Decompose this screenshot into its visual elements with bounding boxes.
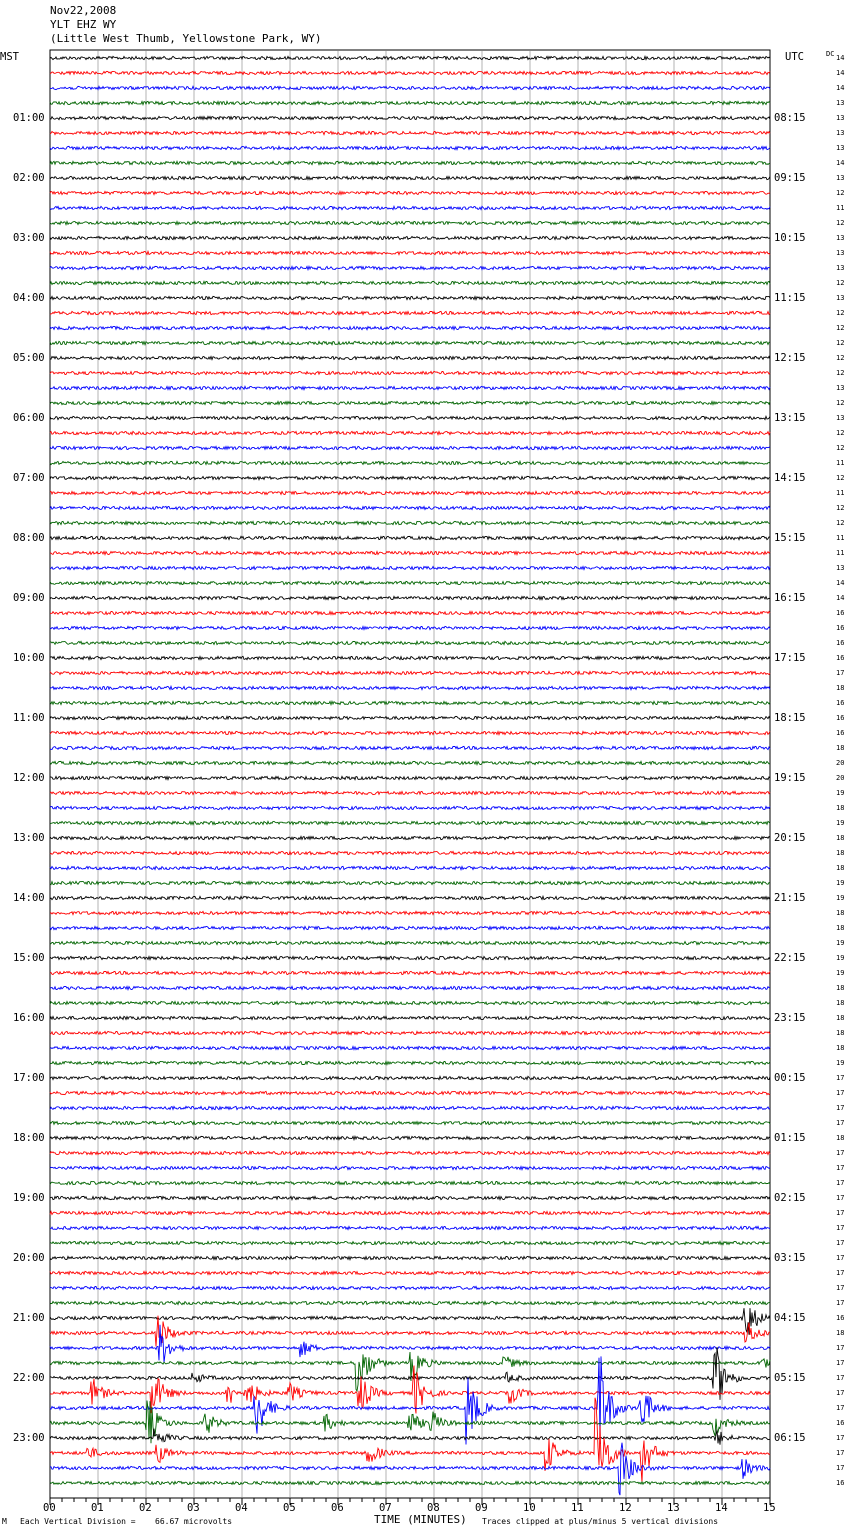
hour-label-right: 03:15 — [774, 1252, 806, 1264]
dc-offset-label: 13 — [836, 144, 845, 152]
dc-offset-label: 13 — [836, 174, 845, 182]
dc-offset-label: 12 — [836, 504, 845, 512]
hour-label-left: 19:00 — [13, 1192, 45, 1204]
dc-offset-label: 17 — [836, 1269, 845, 1277]
trace-row — [50, 1443, 770, 1495]
trace-row — [50, 941, 770, 944]
hour-label-left: 18:00 — [13, 1132, 45, 1144]
x-tick-label: 15 — [763, 1502, 776, 1514]
trace-row — [50, 341, 770, 344]
trace-row — [50, 791, 770, 794]
trace-row — [50, 761, 770, 764]
trace-row — [50, 1366, 770, 1414]
dc-offset-label: 17 — [836, 1254, 845, 1262]
trace-row — [50, 281, 770, 284]
trace-row — [50, 1001, 770, 1004]
trace-row — [50, 551, 770, 554]
trace-row — [50, 836, 770, 839]
trace-row — [50, 266, 770, 269]
dc-offset-label: 12 — [836, 519, 845, 527]
dc-title: DC — [826, 50, 835, 58]
trace-row — [50, 311, 770, 314]
x-tick-label: 07 — [379, 1502, 392, 1514]
trace-row — [50, 386, 770, 389]
dc-offset-label: 16 — [836, 639, 845, 647]
trace-row — [50, 821, 770, 824]
dc-offset-label: 17 — [836, 1389, 845, 1397]
scale-text: Each Vertical Division = — [20, 1517, 136, 1526]
trace-row — [50, 596, 770, 599]
trace-row — [50, 251, 770, 254]
dc-offset-label: 18 — [836, 804, 845, 812]
dc-offset-label: 17 — [836, 1119, 845, 1127]
dc-offset-label: 17 — [836, 1209, 845, 1217]
station-label: YLT EHZ WY — [50, 18, 117, 31]
dc-offset-label: 18 — [836, 864, 845, 872]
dc-offset-label: 18 — [836, 849, 845, 857]
trace-row — [50, 146, 770, 149]
dc-offset-label: 14 — [836, 84, 845, 92]
hour-label-left: 20:00 — [13, 1252, 45, 1264]
x-tick-label: 02 — [139, 1502, 152, 1514]
dc-offset-label: 16 — [836, 1479, 845, 1487]
dc-offset-label: 19 — [836, 894, 845, 902]
dc-offset-label: 18 — [836, 684, 845, 692]
dc-offset-label: 16 — [836, 729, 845, 737]
dc-offset-label: 14 — [836, 594, 845, 602]
trace-row — [50, 656, 770, 659]
dc-offset-label: 18 — [836, 984, 845, 992]
dc-offset-label: 17 — [836, 1239, 845, 1247]
dc-offset-label: 18 — [836, 1134, 845, 1142]
x-tick-label: 08 — [427, 1502, 440, 1514]
trace-row — [50, 1226, 770, 1229]
trace-row — [50, 326, 770, 329]
x-tick-label: 05 — [283, 1502, 296, 1514]
hour-label-left: 14:00 — [13, 892, 45, 904]
trace-row — [50, 1241, 770, 1244]
dc-offset-label: 12 — [836, 354, 845, 362]
hour-label-left: 08:00 — [13, 532, 45, 544]
trace-row — [50, 1271, 770, 1274]
hour-label-left: 05:00 — [13, 352, 45, 364]
trace-row — [50, 746, 770, 749]
x-tick-label: 11 — [571, 1502, 584, 1514]
trace-row — [50, 611, 770, 614]
hour-label-left: 17:00 — [13, 1072, 45, 1084]
dc-offset-label: 17 — [836, 1164, 845, 1172]
trace-row — [50, 641, 770, 644]
trace-row — [50, 401, 770, 404]
dc-offset-label: 17 — [836, 1374, 845, 1382]
trace-row — [50, 221, 770, 224]
x-tick-label: 00 — [43, 1502, 56, 1514]
hour-label-left: 02:00 — [13, 172, 45, 184]
dc-offset-label: 12 — [836, 324, 845, 332]
hour-label-right: 11:15 — [774, 292, 806, 304]
dc-offset-label: 12 — [836, 219, 845, 227]
dc-offset-label: 11 — [836, 549, 845, 557]
trace-row — [50, 566, 770, 569]
dc-offset-label: 16 — [836, 654, 845, 662]
dc-offset-label: 12 — [836, 369, 845, 377]
dc-offset-label: 16 — [836, 609, 845, 617]
trace-row — [50, 881, 770, 884]
trace-row — [50, 491, 770, 494]
hour-label-left: 01:00 — [13, 112, 45, 124]
hour-label-left: 07:00 — [13, 472, 45, 484]
trace-row — [50, 101, 770, 104]
trace-row — [50, 686, 770, 689]
trace-row — [50, 56, 770, 59]
dc-offset-label: 18 — [836, 834, 845, 842]
dc-offset-label: 17 — [836, 1359, 845, 1367]
dc-offset-label: 17 — [836, 1464, 845, 1472]
dc-offset-label: 13 — [836, 564, 845, 572]
hour-label-right: 16:15 — [774, 592, 806, 604]
trace-row — [50, 371, 770, 374]
dc-offset-label: 17 — [836, 1149, 845, 1157]
dc-offset-label: 13 — [836, 264, 845, 272]
x-tick-label: 09 — [475, 1502, 488, 1514]
dc-offset-label: 17 — [836, 669, 845, 677]
left-axis-title: MST — [0, 51, 19, 63]
hour-label-right: 02:15 — [774, 1192, 806, 1204]
dc-offset-label: 17 — [836, 1344, 845, 1352]
trace-row — [50, 806, 770, 809]
hour-label-left: 15:00 — [13, 952, 45, 964]
hour-label-left: 21:00 — [13, 1312, 45, 1324]
trace-row — [50, 296, 770, 299]
trace-row — [50, 356, 770, 359]
trace-row — [50, 191, 770, 194]
trace-row — [50, 236, 770, 239]
dc-offset-label: 12 — [836, 309, 845, 317]
trace-row — [50, 896, 770, 899]
hour-label-left: 10:00 — [13, 652, 45, 664]
hour-label-right: 08:15 — [774, 112, 806, 124]
dc-offset-label: 16 — [836, 714, 845, 722]
dc-offset-label: 17 — [836, 1299, 845, 1307]
trace-row — [50, 701, 770, 704]
x-tick-label: 14 — [715, 1502, 728, 1514]
dc-offset-label: 13 — [836, 414, 845, 422]
hour-label-right: 12:15 — [774, 352, 806, 364]
trace-row — [50, 776, 770, 779]
trace-row — [50, 1076, 770, 1079]
dc-offset-label: 11 — [836, 489, 845, 497]
dc-offset-label: 17 — [836, 1104, 845, 1112]
trace-row — [50, 1196, 770, 1199]
dc-offset-label: 11 — [836, 204, 845, 212]
dc-offset-label: 20 — [836, 759, 845, 767]
corner-mark: M — [2, 1517, 7, 1526]
date-label: Nov22,2008 — [50, 4, 117, 17]
hour-label-right: 01:15 — [774, 1132, 806, 1144]
hour-label-right: 05:15 — [774, 1372, 806, 1384]
dc-offset-label: 17 — [836, 1224, 845, 1232]
dc-offset-label: 19 — [836, 969, 845, 977]
dc-offset-label: 19 — [836, 1059, 845, 1067]
trace-row — [50, 431, 770, 434]
hour-label-left: 03:00 — [13, 232, 45, 244]
dc-offset-label: 17 — [836, 1194, 845, 1202]
dc-offset-label: 19 — [836, 954, 845, 962]
trace-row — [50, 986, 770, 989]
trace-row — [50, 1121, 770, 1124]
dc-offset-label: 14 — [836, 159, 845, 167]
hour-label-left: 04:00 — [13, 292, 45, 304]
trace-row — [50, 1046, 770, 1049]
hour-label-right: 20:15 — [774, 832, 806, 844]
trace-row — [50, 716, 770, 719]
trace-row — [50, 1256, 770, 1259]
dc-offset-label: 18 — [836, 999, 845, 1007]
hour-label-left: 11:00 — [13, 712, 45, 724]
dc-offset-label: 12 — [836, 429, 845, 437]
x-tick-label: 10 — [523, 1502, 536, 1514]
dc-offset-label: 14 — [836, 579, 845, 587]
hour-label-left: 06:00 — [13, 412, 45, 424]
hour-label-right: 23:15 — [774, 1012, 806, 1024]
hour-label-right: 13:15 — [774, 412, 806, 424]
dc-offset-label: 14 — [836, 54, 845, 62]
dc-offset-label: 18 — [836, 744, 845, 752]
trace-row — [50, 1211, 770, 1214]
right-axis-title: UTC — [785, 51, 804, 63]
dc-offset-label: 18 — [836, 1329, 845, 1337]
hour-label-right: 18:15 — [774, 712, 806, 724]
hour-label-right: 22:15 — [774, 952, 806, 964]
dc-offset-label: 13 — [836, 249, 845, 257]
x-tick-label: 13 — [667, 1502, 680, 1514]
trace-row — [50, 506, 770, 509]
trace-row — [50, 911, 770, 914]
dc-offset-label: 17 — [836, 1434, 845, 1442]
dc-offset-label: 16 — [836, 624, 845, 632]
dc-offset-label: 11 — [836, 459, 845, 467]
dc-offset-label: 17 — [836, 1179, 845, 1187]
dc-offset-label: 16 — [836, 1314, 845, 1322]
trace-row — [50, 671, 770, 674]
dc-offset-label: 16 — [836, 699, 845, 707]
trace-row — [50, 971, 770, 974]
dc-offset-label: 13 — [836, 114, 845, 122]
trace-row — [50, 416, 770, 419]
dc-offset-label: 13 — [836, 384, 845, 392]
trace-row — [50, 116, 770, 119]
trace-row — [50, 1166, 770, 1169]
dc-offset-label: 13 — [836, 294, 845, 302]
dc-offset-label: 13 — [836, 99, 845, 107]
hour-label-left: 13:00 — [13, 832, 45, 844]
trace-row — [50, 1151, 770, 1154]
trace-row — [50, 71, 770, 74]
hour-label-right: 06:15 — [774, 1432, 806, 1444]
trace-row — [50, 581, 770, 584]
dc-offset-label: 17 — [836, 1404, 845, 1412]
dc-offset-label: 13 — [836, 129, 845, 137]
dc-offset-label: 19 — [836, 879, 845, 887]
trace-row — [50, 956, 770, 959]
dc-offset-label: 19 — [836, 819, 845, 827]
hour-label-left: 12:00 — [13, 772, 45, 784]
hour-label-left: 09:00 — [13, 592, 45, 604]
trace-row — [50, 1429, 770, 1445]
trace-row — [50, 1091, 770, 1094]
trace-row — [50, 1106, 770, 1109]
trace-row — [50, 1301, 770, 1304]
hour-label-left: 22:00 — [13, 1372, 45, 1384]
dc-offset-label: 12 — [836, 444, 845, 452]
dc-offset-label: 18 — [836, 924, 845, 932]
dc-offset-label: 20 — [836, 774, 845, 782]
dc-offset-label: 12 — [836, 279, 845, 287]
hour-label-left: 23:00 — [13, 1432, 45, 1444]
dc-offset-label: 13 — [836, 234, 845, 242]
dc-offset-label: 17 — [836, 1074, 845, 1082]
dc-offset-label: 12 — [836, 474, 845, 482]
hour-label-right: 19:15 — [774, 772, 806, 784]
trace-row — [50, 131, 770, 134]
trace-row — [50, 476, 770, 479]
hour-label-right: 04:15 — [774, 1312, 806, 1324]
dc-offset-label: 19 — [836, 789, 845, 797]
trace-row — [50, 1286, 770, 1289]
dc-offset-label: 19 — [836, 939, 845, 947]
trace-row — [50, 1481, 770, 1484]
dc-offset-label: 17 — [836, 1089, 845, 1097]
hour-label-right: 09:15 — [774, 172, 806, 184]
trace-row — [50, 851, 770, 854]
hour-label-right: 00:15 — [774, 1072, 806, 1084]
x-tick-label: 06 — [331, 1502, 344, 1514]
trace-row — [50, 161, 770, 164]
dc-offset-label: 16 — [836, 1419, 845, 1427]
dc-offset-label: 18 — [836, 909, 845, 917]
trace-row — [50, 521, 770, 524]
scale-value: 66.67 microvolts — [155, 1517, 233, 1526]
dc-offset-label: 18 — [836, 1029, 845, 1037]
dc-offset-label: 12 — [836, 339, 845, 347]
trace-row — [50, 206, 770, 209]
trace-row — [50, 1316, 770, 1347]
trace-row — [50, 1136, 770, 1139]
dc-offset-label: 12 — [836, 189, 845, 197]
trace-row — [50, 1181, 770, 1184]
x-tick-label: 01 — [91, 1502, 104, 1514]
x-tick-label: 03 — [187, 1502, 200, 1514]
hour-label-right: 17:15 — [774, 652, 806, 664]
location-label: (Little West Thumb, Yellowstone Park, WY) — [50, 32, 322, 45]
x-axis-title: TIME (MINUTES) — [374, 1513, 467, 1526]
trace-row — [50, 446, 770, 449]
clip-text: Traces clipped at plus/minus 5 vertical divisions — [482, 1517, 719, 1526]
x-tick-label: 04 — [235, 1502, 248, 1514]
trace-row — [50, 86, 770, 89]
dc-offset-label: 11 — [836, 534, 845, 542]
dc-offset-label: 17 — [836, 1284, 845, 1292]
trace-row — [50, 536, 770, 539]
trace-row — [50, 1356, 770, 1444]
trace-row — [50, 1031, 770, 1034]
trace-row — [50, 926, 770, 929]
hour-label-right: 15:15 — [774, 532, 806, 544]
trace-row — [50, 176, 770, 179]
trace-row — [50, 461, 770, 464]
dc-offset-label: 14 — [836, 69, 845, 77]
trace-row — [50, 1061, 770, 1064]
x-tick-label: 12 — [619, 1502, 632, 1514]
hour-label-left: 16:00 — [13, 1012, 45, 1024]
trace-row — [50, 731, 770, 734]
hour-label-right: 14:15 — [774, 472, 806, 484]
dc-offset-label: 18 — [836, 1014, 845, 1022]
hour-label-right: 21:15 — [774, 892, 806, 904]
dc-offset-label: 17 — [836, 1449, 845, 1457]
trace-row — [50, 626, 770, 629]
trace-row — [50, 866, 770, 869]
dc-offset-label: 12 — [836, 399, 845, 407]
hour-label-right: 10:15 — [774, 232, 806, 244]
dc-offset-label: 18 — [836, 1044, 845, 1052]
trace-row — [50, 1016, 770, 1019]
